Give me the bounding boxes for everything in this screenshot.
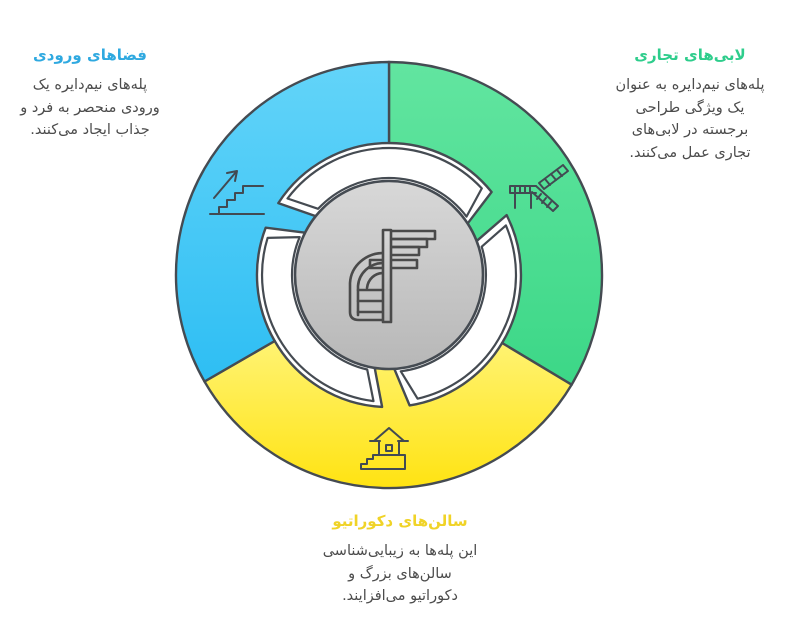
card-entry-spaces-line: جذاب ایجاد می‌کنند. xyxy=(30,122,150,138)
card-commercial-lobbies-line: پله‌های نیم‌دایره به عنوان xyxy=(615,77,765,93)
card-commercial-lobbies xyxy=(598,46,782,164)
card-entry-spaces-title: فضاهای ورودی xyxy=(33,46,147,64)
card-entry-spaces-line: پله‌های نیم‌دایره یک xyxy=(32,77,148,93)
card-commercial-lobbies-line: یک ویژگی طراحی xyxy=(635,99,745,116)
card-entry-spaces xyxy=(6,46,174,142)
card-decorative-halls-line: این پله‌ها به زیبایی‌شناسی xyxy=(322,543,478,559)
card-decorative-halls xyxy=(298,512,502,608)
card-entry-spaces-line: ورودی منحصر به فرد و xyxy=(20,99,160,116)
card-commercial-lobbies-line: برجسته در لابی‌های xyxy=(631,122,749,138)
card-decorative-halls-line: دکوراتیو می‌افزایند. xyxy=(342,588,458,604)
card-decorative-halls-title: سالن‌های دکوراتیو xyxy=(332,512,468,530)
card-commercial-lobbies-title: لابی‌های تجاری xyxy=(634,46,746,64)
card-commercial-lobbies-line: تجاری عمل می‌کنند. xyxy=(629,144,751,161)
card-decorative-halls-line: سالن‌های بزرگ و xyxy=(348,565,452,582)
